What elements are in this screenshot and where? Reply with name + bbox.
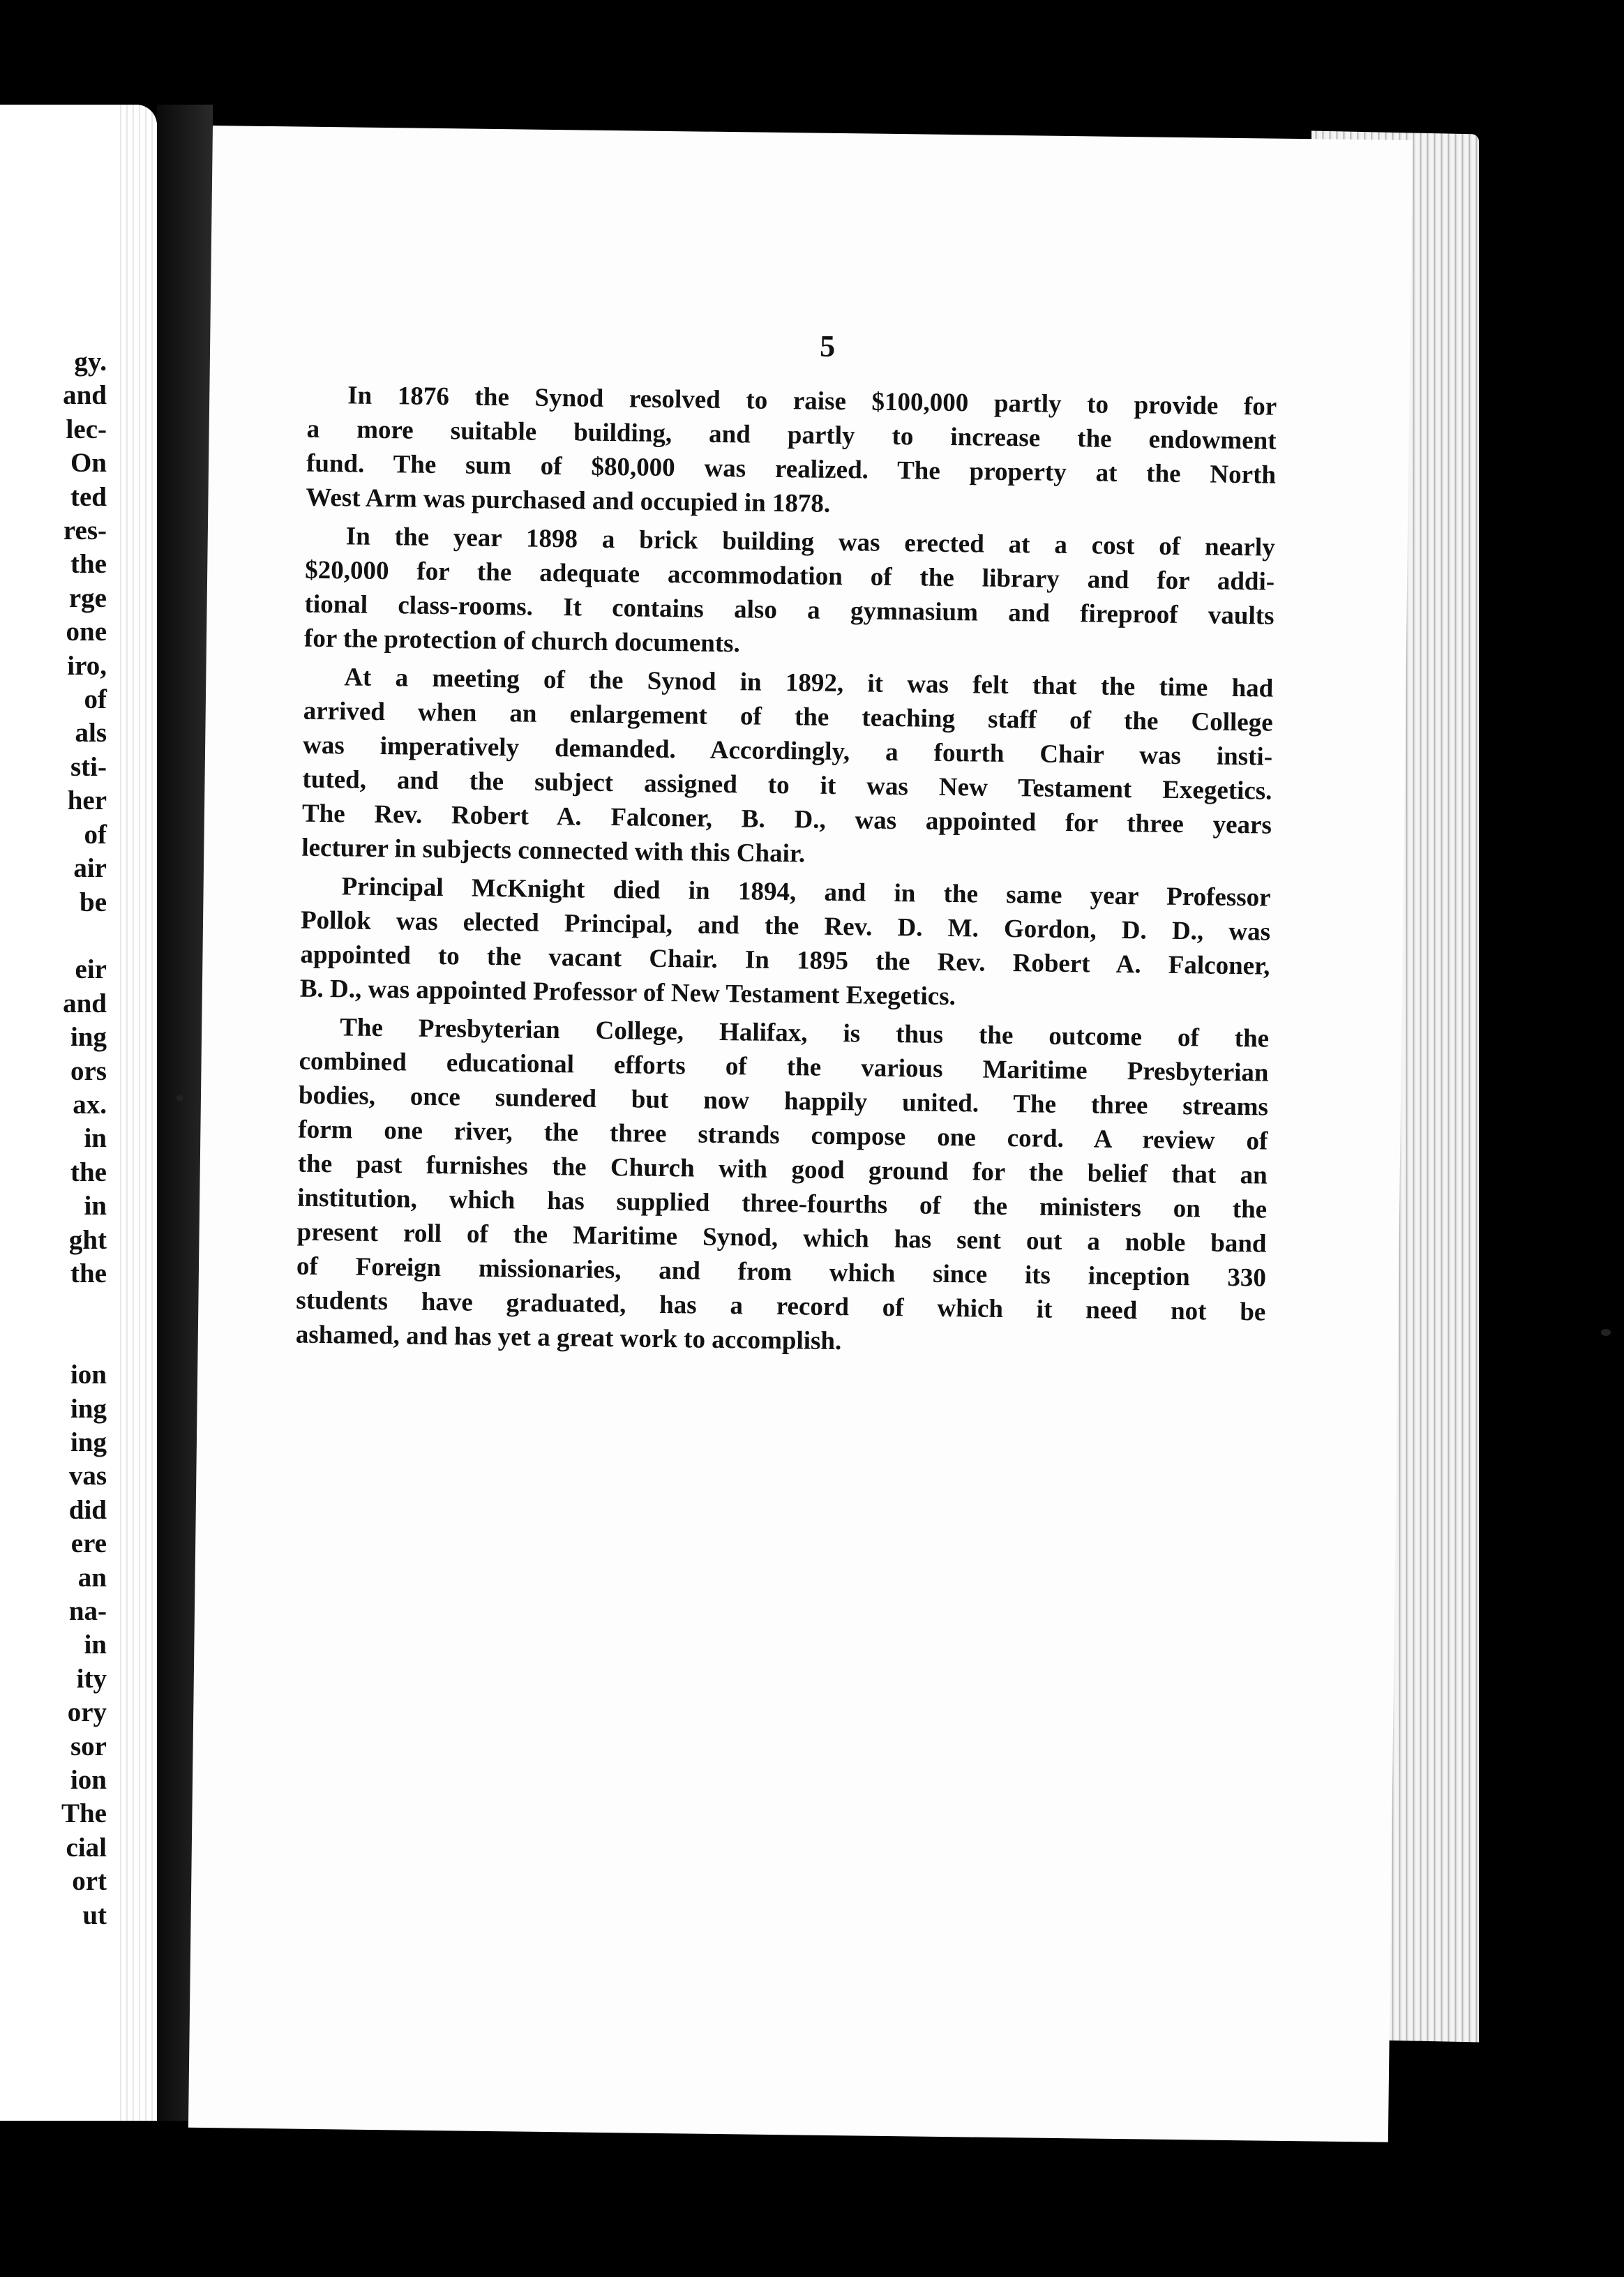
text-line: Pollok was elected Principal, and the Rev. D. M. Gordon, D. D., was: [300, 905, 1271, 947]
previous-page-line: her: [67, 786, 107, 816]
previous-page-line: ion: [70, 1360, 107, 1390]
text-line: lecturer in subjects connected with this Chair.: [301, 833, 806, 869]
paragraph: [300, 869, 1271, 1018]
previous-page-line: an: [77, 1562, 107, 1593]
text-line: arrived when an enlargement of the teaching staff of the College: [303, 696, 1273, 737]
text-line: the past furnishes the Church with good ground for the belief that an: [297, 1149, 1268, 1190]
text-line: fund. The sum of $80,000 was realized. The property at the North: [306, 449, 1277, 490]
previous-page-line: ere: [70, 1528, 107, 1559]
text-line: tional class-rooms. It contains also a gymnasium and fireproof vaults: [304, 589, 1275, 631]
previous-page-line: ing: [70, 1022, 107, 1053]
previous-page-line: ax.: [73, 1089, 107, 1120]
text-line: At a meeting of the Synod in 1892, it was felt that the time had: [344, 663, 1274, 703]
text-line: $20,000 for the adequate accommodation of the library and for addi-: [304, 555, 1275, 596]
page-body-text: [295, 378, 1277, 1368]
text-line: a more suitable building, and partly to increase the endowment: [306, 414, 1277, 456]
previous-page-line: air: [73, 853, 107, 884]
text-line: ashamed, and has yet a great work to accomplish.: [295, 1320, 842, 1356]
previous-page-line: sti-: [70, 751, 107, 782]
page-number: 5: [819, 329, 836, 363]
previous-page-line: vas: [68, 1461, 107, 1491]
previous-page-line: gy.: [74, 347, 107, 377]
previous-page-line: The: [61, 1798, 107, 1829]
text-line: B. D., was appointed Professor of New Testament Exegetics.: [299, 974, 956, 1012]
text-line: Principal McKnight died in 1894, and in the same year Professor: [341, 872, 1271, 912]
previous-page-line: ory: [67, 1697, 107, 1728]
previous-page-line: ted: [70, 481, 107, 512]
text-line: form one river, the three strands compose one cord. A review of: [298, 1115, 1268, 1156]
scan-smudge: [176, 1095, 183, 1101]
text-line: In the year 1898 a brick building was erected at a cost of nearly: [345, 522, 1275, 562]
previous-page-line: [61, 1291, 107, 1324]
previous-page-line-endings: [61, 345, 107, 1932]
previous-page-line: of: [84, 819, 107, 850]
text-line: institution, which has supplied three-fourths of the ministers on the: [296, 1183, 1268, 1224]
previous-page-line: the: [70, 549, 107, 580]
previous-page-line: ion: [70, 1765, 107, 1796]
previous-page-line: in: [84, 1630, 107, 1660]
previous-page-line: On: [70, 448, 107, 479]
previous-page-line: ght: [68, 1224, 107, 1255]
text-line: of Foreign missionaries, and from which since its inception 330: [296, 1252, 1267, 1293]
previous-page-line: rge: [68, 583, 107, 613]
previous-page-line: the: [70, 1157, 107, 1187]
previous-page-line: in: [84, 1191, 107, 1222]
previous-page-line: ut: [82, 1900, 107, 1930]
previous-page-line: in: [84, 1123, 107, 1154]
previous-page-line: be: [80, 887, 107, 917]
previous-page: [0, 105, 157, 2121]
previous-page-line: eir: [75, 954, 107, 985]
text-line: students have graduated, has a record of which it need not be: [296, 1286, 1266, 1327]
text-line: was imperatively demanded. Accordingly, a fourth Chair was insti-: [302, 730, 1273, 772]
current-page: [188, 126, 1413, 2142]
previous-page-line: ing: [70, 1393, 107, 1424]
previous-page-line: iro,: [67, 650, 107, 681]
previous-page-line: ity: [76, 1663, 107, 1694]
previous-page-line: lec-: [66, 414, 107, 444]
previous-page-line: sor: [70, 1731, 107, 1761]
previous-page-line: ors: [70, 1055, 107, 1086]
previous-page-line: did: [68, 1494, 107, 1525]
previous-page-line: and: [63, 988, 107, 1019]
paragraph: [296, 1010, 1270, 1364]
previous-page-line: [61, 1325, 107, 1358]
scan-smudge: [1601, 1329, 1611, 1336]
previous-page-line: one: [66, 617, 107, 647]
previous-page-line: na-: [68, 1595, 107, 1626]
text-line: tuted, and the subject assigned to it was New Testament Exegetics.: [302, 765, 1272, 806]
previous-page-line: [61, 919, 107, 953]
previous-page-edges: [115, 105, 157, 2121]
previous-page-line: als: [75, 718, 107, 749]
text-line: The Presbyterian College, Halifax, is thus the outcome of the: [339, 1013, 1270, 1053]
previous-page-line: cial: [66, 1832, 107, 1863]
text-line: bodies, once sundered but now happily united. The three streams: [298, 1081, 1269, 1122]
paragraph: [304, 519, 1275, 668]
paragraph: [301, 660, 1273, 877]
previous-page-line: ort: [72, 1866, 107, 1897]
text-line: combined educational efforts of the various Maritime Presbyterian: [299, 1046, 1269, 1088]
text-line: for the protection of church documents.: [303, 624, 741, 659]
text-line: West Arm was purchased and occupied in 1878.: [306, 483, 831, 518]
previous-page-line: ing: [70, 1427, 107, 1457]
text-line: In 1876 the Synod resolved to raise $100,000 partly to provide for: [347, 381, 1277, 421]
previous-page-line: and: [63, 380, 107, 411]
text-line: appointed to the vacant Chair. In 1895 the Rev. Robert A. Falconer,: [300, 940, 1270, 981]
paragraph: [306, 378, 1277, 527]
text-line: present roll of the Maritime Synod, which has sent out a noble band: [296, 1217, 1267, 1258]
text-line: The Rev. Robert A. Falconer, B. D., was appointed for three years: [301, 799, 1272, 840]
previous-page-line: the: [70, 1258, 107, 1288]
previous-page-line: res-: [63, 516, 107, 546]
previous-page-line: of: [84, 684, 107, 715]
